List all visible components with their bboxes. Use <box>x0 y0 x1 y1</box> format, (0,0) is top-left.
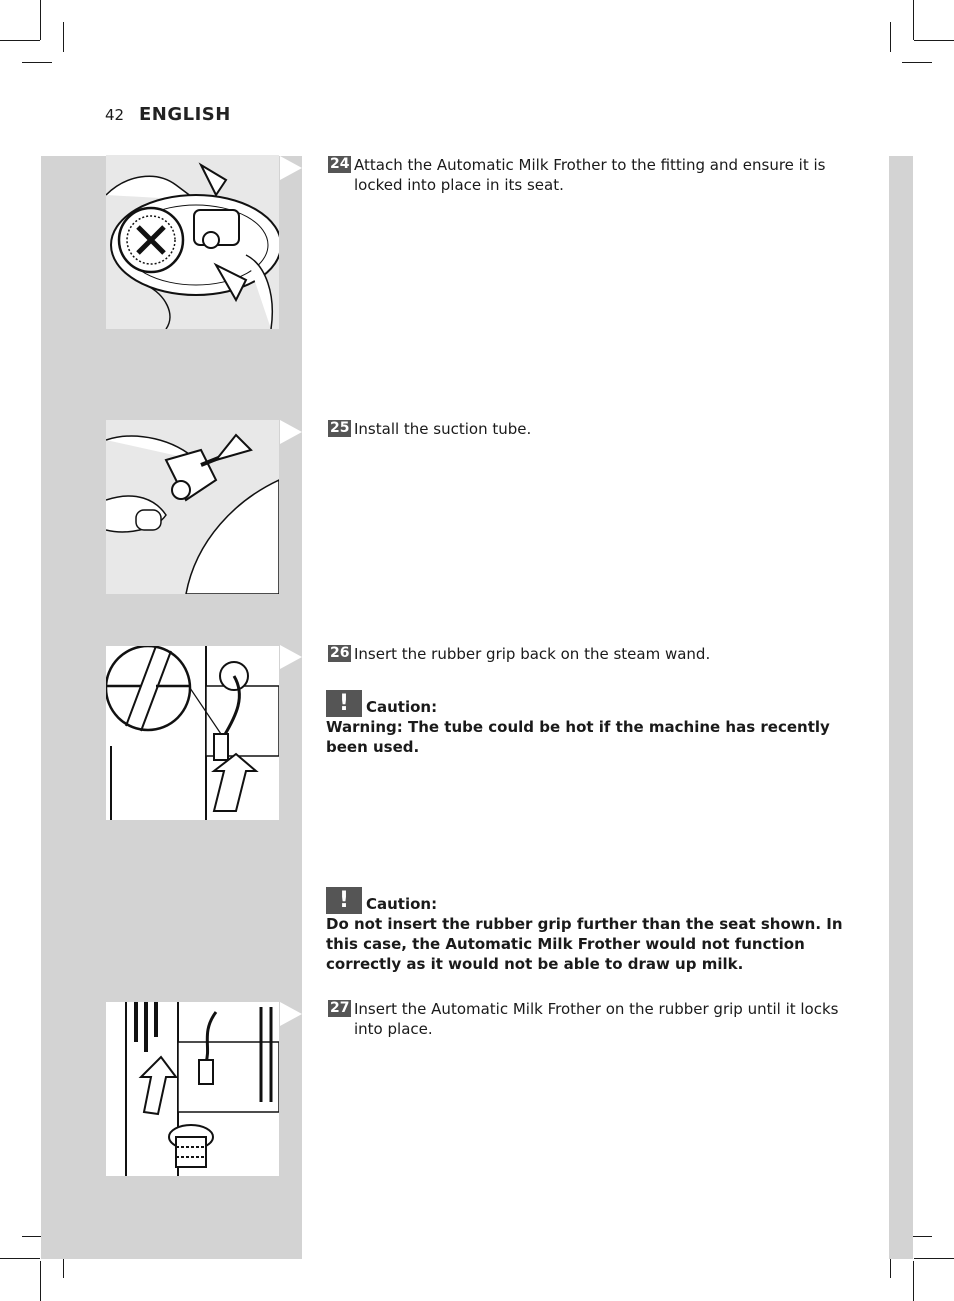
page-language-title: ENGLISH <box>139 104 231 125</box>
illustration-step-24 <box>106 155 279 329</box>
crop-mark <box>0 40 40 41</box>
crop-mark <box>914 40 954 41</box>
caution-title: Caution: <box>366 895 438 913</box>
caution-text: Do not insert the rubber grip further than the seat shown. In this case, the Automatic Milk Frother would not function correctly as it would not be able to draw up milk. <box>326 915 843 973</box>
step-text: Attach the Automatic Milk Frother to the fitting and ensure it is locked into place in its seat. <box>354 156 826 194</box>
crop-mark <box>914 1258 954 1259</box>
crop-mark <box>913 1261 914 1301</box>
crop-mark <box>0 1258 40 1259</box>
step-pointer <box>280 420 302 444</box>
exclamation-icon: ! <box>326 690 362 717</box>
crop-mark <box>902 62 932 63</box>
caution-block <box>326 690 851 757</box>
step-number-badge: 24 <box>330 156 350 172</box>
crop-mark <box>890 22 891 52</box>
page-number: 42 <box>105 106 125 124</box>
step-text: Install the suction tube. <box>354 420 532 438</box>
step-text: Insert the rubber grip back on the steam wand. <box>354 645 711 663</box>
caution-title: Caution: <box>366 698 438 716</box>
crop-mark <box>40 1261 41 1301</box>
step-26 <box>328 644 848 664</box>
exclamation-icon: ! <box>326 887 362 914</box>
crop-mark <box>913 0 914 40</box>
step-text: Insert the Automatic Milk Frother on the rubber grip until it locks into place. <box>354 1000 839 1038</box>
step-number-badge: 25 <box>330 420 350 436</box>
step-pointer <box>280 1002 302 1026</box>
step-25 <box>328 419 848 439</box>
crop-mark <box>40 0 41 40</box>
step-pointer <box>280 156 302 180</box>
caution-block <box>326 887 851 974</box>
crop-mark <box>22 62 52 63</box>
step-pointer <box>280 645 302 669</box>
illustration-step-27 <box>106 1002 279 1176</box>
illustration-step-26 <box>106 646 279 820</box>
step-27 <box>328 999 848 1039</box>
step-24 <box>328 155 848 195</box>
illustration-step-25 <box>106 420 279 594</box>
caution-text: Warning: The tube could be hot if the machine has recently been used. <box>326 718 830 756</box>
step-number-badge: 27 <box>330 1000 350 1016</box>
right-side-band <box>889 156 913 1259</box>
step-number-badge: 26 <box>330 645 350 661</box>
crop-mark <box>63 22 64 52</box>
